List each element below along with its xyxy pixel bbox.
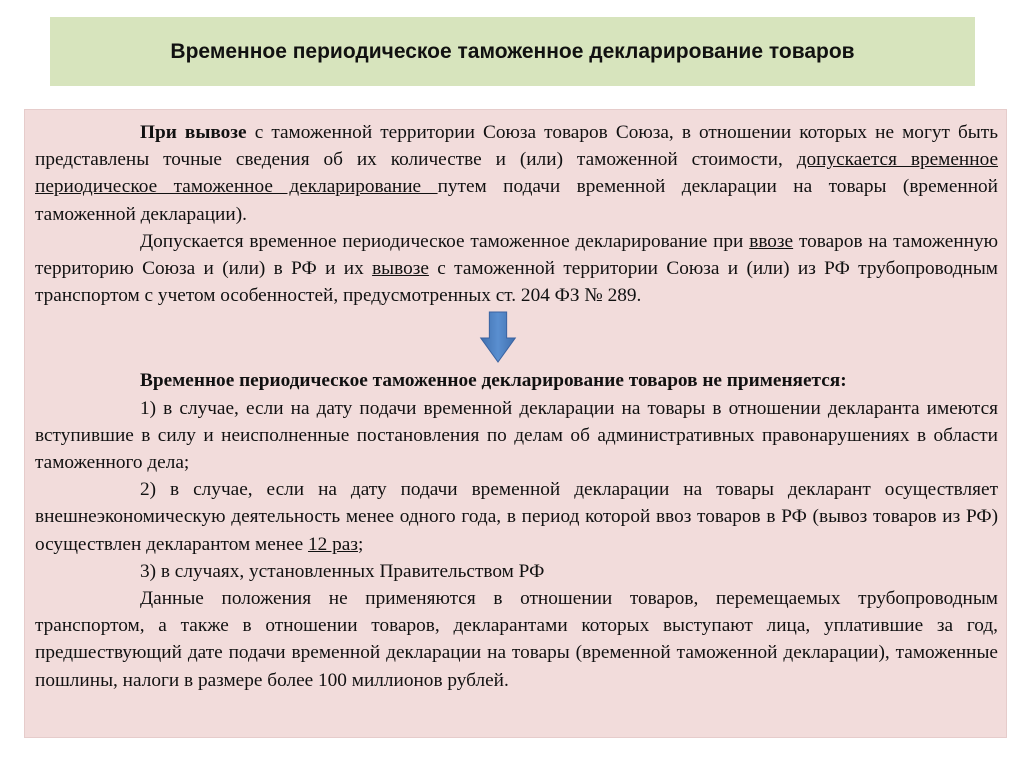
text: 2) в случае, если на дату подачи временной декларации на товары декларант осуществляет внешнеэкономическую деятельность менее одного года, в период которой ввоз товаров в РФ (вывоз товаров из РФ) осуществлен декларантом менее [35, 479, 998, 555]
bold-text: При вывозе [140, 122, 247, 143]
underlined-text: ввозе [749, 230, 794, 252]
text: с таможенной территории Союза товаров Союза, в отношении которых не могут быть представлены точные сведения об их количестве и (или) таможенной стоимости, [35, 122, 998, 171]
text: товаров на таможенную территорию Союза и (или) в РФ и их [35, 230, 998, 280]
list-item-3: 3) в случаях, установленных Правительством РФ [140, 560, 545, 582]
arrow-down-icon [479, 311, 517, 363]
underlined-text: 12 раз [308, 533, 358, 555]
text: Допускается временное периодическое таможенное декларирование при [140, 230, 750, 252]
list-item-2 [35, 476, 998, 558]
slide-title: Временное периодическое таможенное декларирование товаров [170, 39, 855, 63]
title-banner [50, 17, 975, 86]
heading-not-applied: Временное периодическое таможенное декларирование товаров не применяется: [140, 370, 847, 392]
underlined-text: допускается временное периодическое таможенное декларирование [35, 149, 999, 198]
text: ; [357, 533, 364, 555]
paragraph-pipeline [35, 228, 998, 310]
text: путем подачи временной декларации на товары (временной таможенной декларации). [35, 176, 998, 225]
underlined-text: вывозе [372, 258, 429, 280]
paragraph-export [35, 119, 998, 228]
content-box [24, 109, 1007, 738]
arrow-gap [35, 309, 998, 367]
list-item-1: 1) в случае, если на дату подачи временной декларации на товары в отношении декларанта имеются вступившие в силу и неисполненные постановления по делам об административных правонарушениях в области таможенного дела; [35, 397, 998, 474]
text: с таможенной территории Союза и (или) из РФ трубопроводным транспортом с учетом особенностей, предусмотренных ст. 204 ФЗ № 289. [35, 258, 998, 307]
paragraph-exceptions: Данные положения не применяются в отношении товаров, перемещаемых трубопроводным транспортом, а также в отношении товаров, декларантами которых выступают лица, уплатившие за год, предшествующий дате подачи временной декларации на товары (временной таможенной декларации), таможенные пошлины, налоги в размере более 100 миллионов рублей. [35, 588, 998, 691]
